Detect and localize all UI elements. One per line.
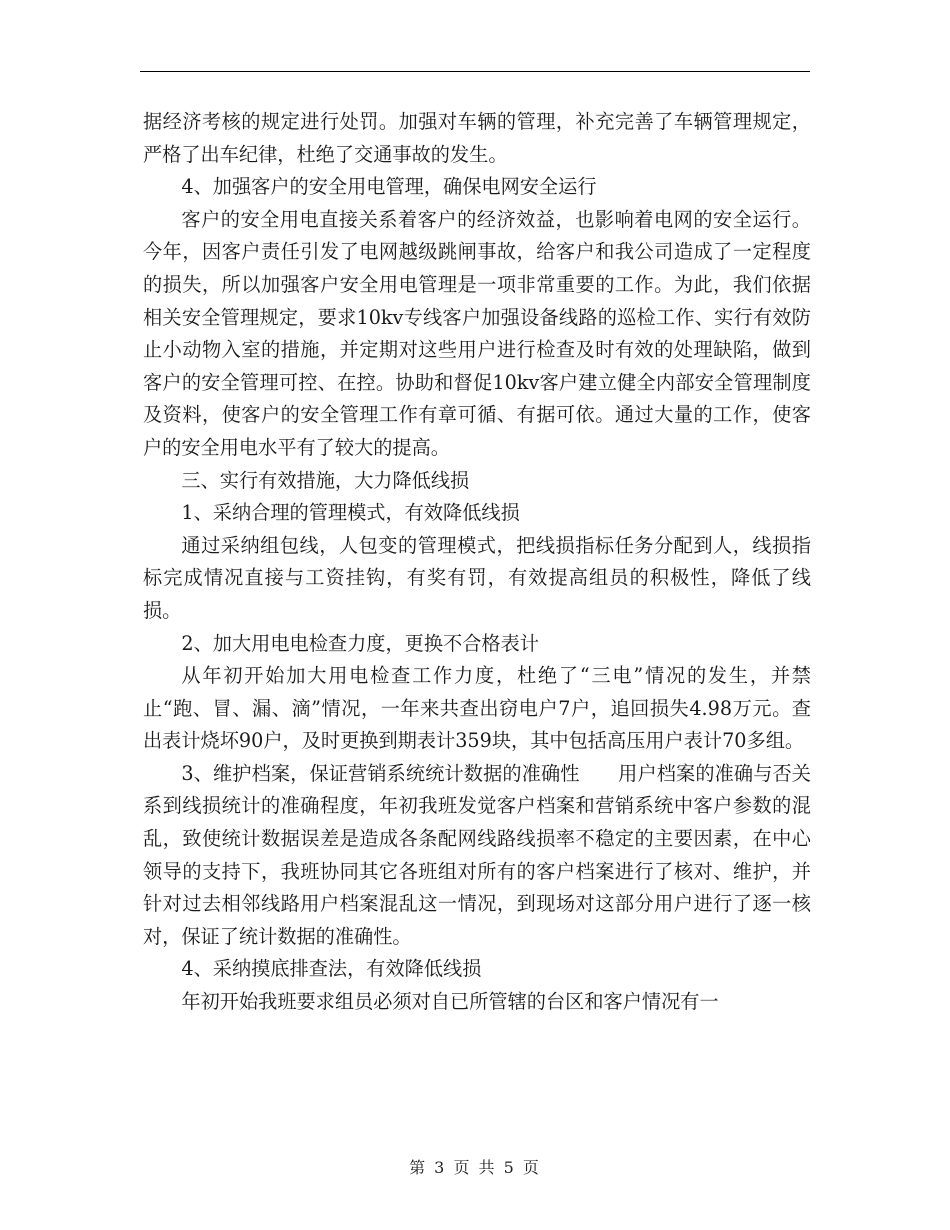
subheading-management-model: 1、采纳合理的管理模式，有效降低线损 (181, 501, 520, 525)
paragraph-customer-safety: 客户的安全用电直接关系着客户的经济效益，也影响着电网的安全运行。今年，因客户责任引发了电网越级跳闸事故，给客户和我公司造成了一定程度的损失，所以加强客户安全用电管理是一项非常重要的工作。为此，我们依据相关安全管理规定，要求10kv专线客户加强设备线路的巡检工作、实行有效防止小动物入室的措施，并定期对这些用户进行检查及时有效的处理缺陷，做到客户的安全管理可控、在控。协助和督促10kv客户建立健全内部安全管理制度及资料，使客户的安全管理工作有章可循、有据可依。通过大量的工作，使客户的安全用电水平有了较大的提高。 (143, 207, 811, 459)
paragraph-survey-method: 年初开始我班要求组员必须对自已所管辖的台区和客户情况有一 (181, 990, 719, 1014)
header-rule (140, 71, 810, 72)
subheading-survey-method: 4、采纳摸底排查法，有效降低线损 (181, 957, 482, 981)
paragraph-management-model: 通过采纳组包线，人包变的管理模式，把线损指标任务分配到人，线损指标完成情况直接与工资挂钩，有奖有罚，有效提高组员的积极性，降低了线损。 (143, 533, 811, 622)
section-heading-customer-safety: 4、加强客户的安全用电管理，确保电网安全运行 (181, 175, 597, 199)
paragraph-continuation: 据经济考核的规定进行处罚。加强对车辆的管理，补充完善了车辆管理规定，严格了出车纪律，杜绝了交通事故的发生。 (143, 110, 811, 166)
document-body (143, 106, 811, 1019)
page-number-footer: 第 3 页 共 5 页 (409, 1158, 541, 1177)
paragraph-inspection: 从年初开始加大用电检查工作力度，杜绝了“三电”情况的发生，并禁止“跑、冒、漏、滴”情况，一年来共查出窃电户7户，追回损失4.98万元。查出表计烧坏90户，及时更换到期表计359块，其中包括高压用户表计70多组。 (143, 664, 811, 753)
paragraph-archive-maintenance: 3、维护档案，保证营销系统统计数据的准确性 用户档案的准确与否关系到线损统计的准确程度，年初我班发觉客户档案和营销系统中客户参数的混乱，致使统计数据误差是造成各条配网线路线损率不稳定的主要因素，在中心领导的支持下，我班协同其它各班组对所有的客户档案进行了核对、维护，并针对过去相邻线路用户档案混乱这一情况，到现场对这部分用户进行了逐一核对，保证了统计数据的准确性。 (143, 761, 811, 948)
subheading-inspection: 2、加大用电电检查力度，更换不合格表计 (181, 631, 539, 655)
section-heading-reduce-line-loss: 三、实行有效措施，大力降低线损 (181, 468, 470, 492)
